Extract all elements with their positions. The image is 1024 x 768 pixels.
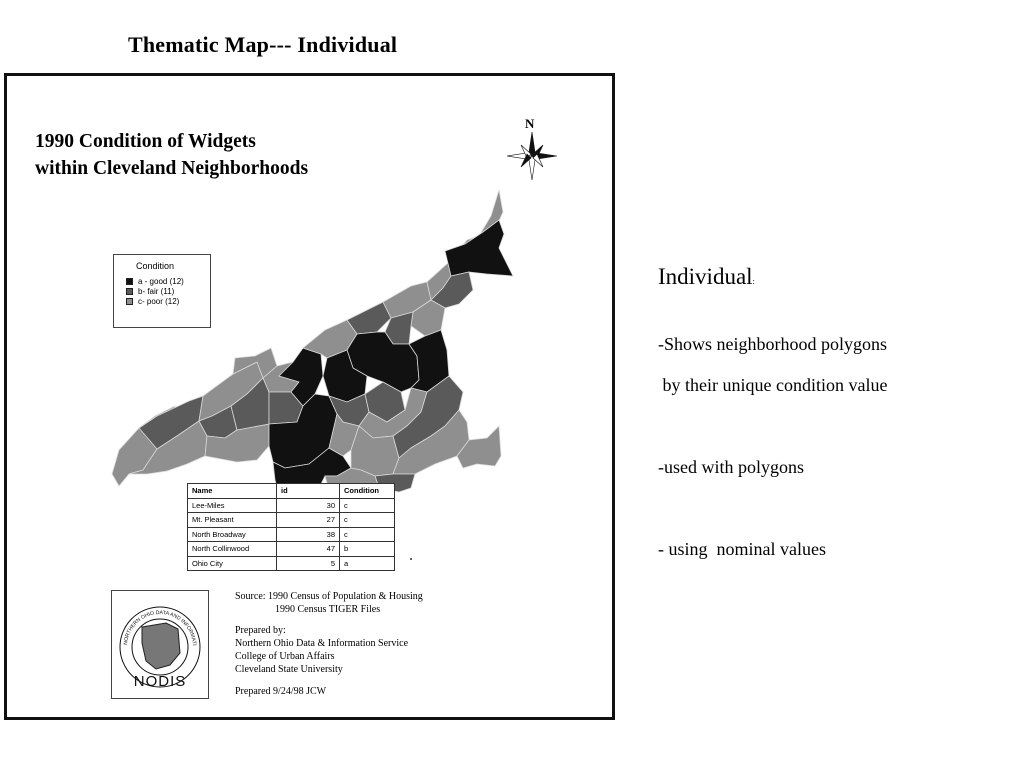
note-line-4: - using nominal values bbox=[658, 539, 826, 559]
legend-item-fair bbox=[126, 287, 174, 296]
table-row bbox=[188, 542, 395, 557]
map-frame bbox=[4, 73, 615, 720]
prepared-line-3: College of Urban Affairs bbox=[235, 651, 335, 662]
column-header-name: Name bbox=[188, 484, 277, 499]
prepared-line-4: Cleveland State University bbox=[235, 664, 343, 675]
note-line-3: -used with polygons bbox=[658, 457, 804, 477]
note-line-1: -Shows neighborhood polygons bbox=[658, 334, 887, 354]
table-cell-name: North Broadway bbox=[188, 527, 277, 542]
table-cell-id: 27 bbox=[277, 513, 340, 528]
table-cell-name: Lee-Miles bbox=[188, 498, 277, 513]
prepared-date: Prepared 9/24/98 JCW bbox=[235, 686, 327, 697]
table-cell-name: Mt. Pleasant bbox=[188, 513, 277, 528]
column-header-id: id bbox=[277, 484, 340, 499]
legend-swatch-good bbox=[126, 278, 133, 285]
neighborhood-polygon bbox=[347, 302, 391, 334]
attribute-table bbox=[187, 483, 395, 571]
table-row bbox=[188, 498, 395, 513]
table-cell-name: North Collinwood bbox=[188, 542, 277, 557]
table-cell-condition: c bbox=[340, 498, 395, 513]
column-header-condition: Condition bbox=[340, 484, 395, 499]
prepared-line-2: Northern Ohio Data & Information Service bbox=[235, 638, 409, 649]
legend-label-poor: c- poor (12) bbox=[138, 297, 180, 306]
logo-ring-text: NORTHERN OHIO DATA AND INFORMATI bbox=[123, 609, 197, 646]
legend-title: Condition bbox=[136, 261, 175, 271]
table-cell-condition: b bbox=[340, 542, 395, 557]
nodis-logo-icon bbox=[112, 591, 208, 698]
table-cell-condition: c bbox=[340, 513, 395, 528]
notes-heading-mark: : bbox=[752, 277, 755, 286]
legend-item-good bbox=[126, 277, 184, 286]
table-cell-name: Ohio City bbox=[188, 556, 277, 571]
source-line-2: 1990 Census TIGER Files bbox=[275, 604, 381, 615]
source-block bbox=[235, 590, 423, 698]
prepared-line-1: Prepared by: bbox=[235, 625, 286, 636]
neighborhood-polygon bbox=[445, 220, 513, 276]
logo-text: NODIS bbox=[133, 673, 187, 690]
map-title-line-2: within Cleveland Neighborhoods bbox=[35, 158, 309, 179]
source-line-1: Source: 1990 Census of Population & Housing bbox=[235, 591, 423, 602]
map-legend bbox=[113, 254, 211, 328]
table-cell-condition: a bbox=[340, 556, 395, 571]
slide-title: Thematic Map--- Individual bbox=[128, 32, 398, 57]
table-cell-id: 5 bbox=[277, 556, 340, 571]
north-label: N bbox=[525, 116, 535, 131]
notes-heading-text: Individual bbox=[658, 264, 753, 289]
notes-heading bbox=[658, 264, 755, 290]
table-header-row bbox=[188, 484, 395, 499]
table-row bbox=[188, 513, 395, 528]
map-dot bbox=[410, 558, 412, 560]
map-title-line-1: 1990 Condition of Widgets bbox=[35, 131, 256, 152]
legend-label-fair: b- fair (11) bbox=[138, 287, 175, 296]
table-cell-id: 47 bbox=[277, 542, 340, 557]
table-cell-condition: c bbox=[340, 527, 395, 542]
compass-rose-icon bbox=[507, 132, 557, 180]
note-line-2: by their unique condition value bbox=[658, 375, 888, 395]
table-row bbox=[188, 556, 395, 571]
legend-item-poor bbox=[126, 297, 179, 306]
table-cell-id: 30 bbox=[277, 498, 340, 513]
legend-swatch-poor bbox=[126, 298, 133, 305]
legend-swatch-fair bbox=[126, 288, 133, 295]
table-cell-id: 38 bbox=[277, 527, 340, 542]
table-row bbox=[188, 527, 395, 542]
nodis-logo bbox=[111, 590, 209, 699]
legend-label-good: a - good (12) bbox=[138, 277, 184, 286]
map-title bbox=[35, 128, 308, 182]
